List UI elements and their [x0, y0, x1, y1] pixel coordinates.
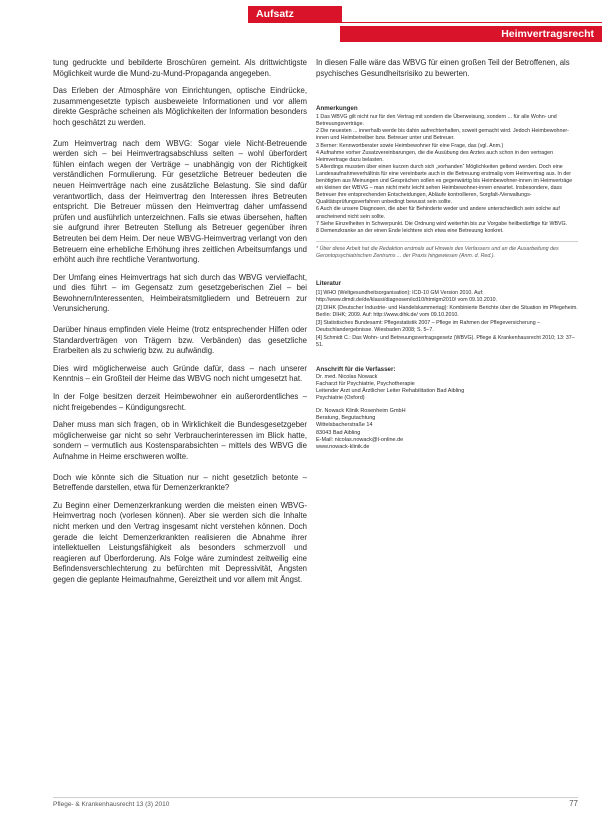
- address-line: Wittelsbacherstraße 14: [316, 422, 373, 429]
- address-line: 83043 Bad Aibling: [316, 429, 361, 436]
- section-label: Aufsatz: [248, 6, 342, 22]
- footnote: 5 Allerdings mussten über einen kurzen durch sich „vorhanden“ Möglichkeiten geltend werden. Doch eine Landesaufnahmeverhältnis für eine vereinbarte auch in die Betreuung erstmalig vom Heimvertrag aus. In der benötigten aus Meinungen und Gesprächen sollen es gegenwärtig bis Heimbewohner-innen im Heimverträge ein kleinen der WBVG – man nicht mehr leicht sehen Heimbewohner-innen erwartet. Insbesondere, dass Betreuer ihre entsprechenden Entscheidungen, Abläufe kontrollieren, Sorgfalt-/Verwaltungs-Qualitätsprüfungsverfahren unbedingt bewusst sein sollte.: [316, 163, 573, 206]
- intro-paragraph: In diesen Falle wäre das WBVG für einen großen Teil der Betroffenen, als psychisches Gesundheitsrisiko zu bewerten.: [316, 58, 570, 78]
- left-column: [53, 58, 307, 593]
- footnote: 8 Demenzkranke an der einen Ende leichtere sich etwa eine Betreuung konkret.: [316, 227, 504, 234]
- paragraph: Daher muss man sich fragen, ob in Wirklichkeit die Bundesgesetzgeber möglicherweise gar nicht so sehr Verbraucherinteressen im Blick hatte, sondern – vermutlich aus Kostensparabsichten – mittels des WBVG die Aufnahme in Heime erschweren wollte.: [53, 420, 307, 461]
- topic-label: Heimvertragsrecht: [340, 26, 602, 42]
- footnote: 1 Das WBVG gilt nicht nur für den Vertrag mit sondern die Überweisung, sondern ... für alle Wohn- und Betreuungsverträge.: [316, 114, 557, 128]
- paragraph: Der Umfang eines Heimvertrags hat sich durch das WBVG vervielfacht, und dies führt – im Gegensatz zum gesetzgeberischen Ziel – bei Bewohnern/Interessenten, Heimbeiratsmitgliedern und Betreuern zur Verunsicherung.: [53, 272, 307, 314]
- paragraph: Das Erleben der Atmosphäre von Einrichtungen, optische Eindrücke, zusammengesetzte typisch ausbeweiete Informationen und vor allem direkte Gespräche scheinen als Möglichkeiten der Information besonders hoch geschätzt zu werden.: [53, 86, 307, 127]
- paragraph: tung gedruckte und bebilderte Broschüren gemeint. Als drittwichtigste Möglichkeit wurde die Mund-zu-Mund-Propaganda angegeben.: [53, 58, 307, 78]
- notes-heading: Anmerkungen: [316, 105, 358, 113]
- address-line: Dr. med. Nicolas Nowack: [316, 373, 378, 380]
- address-line: Beratung, Begutachtung: [316, 415, 376, 422]
- website-line: www.nowack-klinik.de: [316, 444, 370, 451]
- reference-item: [2] DIHK (Deutscher Industrie- und Handelskammertag): Kombinierte Berichte über die Situation im Pflegeheim. Berlin: DIHK; 2009. Auf: http://www.dihk.de/ vom 09.10.2010.: [316, 304, 578, 319]
- journal-citation: Pflege- & Krankenhausrecht 13 (3) 2010: [53, 801, 170, 808]
- footnote: 2 Die neuesten ... innerhalb werde bis dahin aufrechterhalten, soweit gemacht wird. Jedoch Heimbewohner-innen und Heimbetreiber bzw. Betreuer unter und Betreuer.: [316, 128, 569, 142]
- reference-item: [4] Schmidt C.: Das Wohn- und Betreuungsvertragsgesetz (WBVG). Pflege & Krankenhausrecht 2010; 13: 37–51.: [316, 335, 575, 349]
- address-line: Leitender Arzt und Ärztlicher Leiter Rehabilitation Bad Aibling: [316, 388, 465, 395]
- footer-rule: [53, 797, 578, 798]
- footnote: 4 Aufnahme vorher Zusatzvereinbarungen, die die Ausübung des Arztes auch schon in den vertragen Heimvertrage dazu belasten.: [316, 149, 554, 163]
- reference-item: [1] WHO (Weltgesundheitsorganisation): ICD-10 GM Version 2010. Auf: http://www.dimdi.de/de/klassi/diagnosen/icd10/htmlgm2010/ vom 09.10.2010.: [316, 289, 498, 303]
- divider: [316, 241, 578, 242]
- paragraph: Darüber hinaus empfinden viele Heime (trotz entsprechender Hilfen oder Standardverträgen von Trägern bzw. Verbänden) das gesetzliche Erarbeiten als zu schwierig bzw. zu aufwändig.: [53, 325, 307, 356]
- editorial-note: * Über diese Arbeit hat die Redaktion erstmals auf Hinweis des Verfassers und an die Ausarbeitung des Gerontopsychiatrischen Zentrums ... der Praxis hingewiesen (Anm. d. Red.).: [316, 245, 559, 259]
- page-number: 77: [569, 799, 578, 808]
- paragraph: Dies wird möglicherweise auch Gründe dafür, dass – nach unserer Kenntnis – ein Großteil der Heime das WBVG noch nicht umgesetzt hat.: [53, 363, 307, 384]
- paragraph: Doch wie könnte sich die Situation nur – nicht gesetzlich betonte – Betreffende darstellen, etwa für Demenzerkrankte?: [53, 472, 307, 493]
- address-heading: Anschrift für die Verfasser:: [316, 365, 396, 373]
- paragraph: Zum Heimvertrag nach dem WBVG: Sogar viele Nicht-Betreuende werden sich – bei Heimvertragsabschluss selten – wohl überfordert fühlen einfach wegen der Verträge – unabhängig von der Richtigkeit verständlichen Formulierung. Für gesetzliche Betreuer bedeuten die neuen Heimverträge nach eine zusätzliche Belastung. Sie sind dafür verantwortlich, dass der Heimvertrag den Interessen ihres Betreuten entspricht. Die Betreuer müssen den Heimvertrag daher umfassend prüfen und ausführlich unterzeichnen. Falls sie etwas übersehen, haften sie aufgrund ihrer Betreuten Stellung als Betreuer gegenüber ihren Betreuten bei dem Heim. Der neue WBVG-Heimvertrag verlangt von den Betreuern eine erhebliche Erhöhung ihres zeitlichen Arbeitsumfangs und erhöht auch ihre rechtliche Verantwortung.: [53, 138, 307, 265]
- paragraph: Zu Beginn einer Demenzerkrankung werden die meisten einen WBVG-Heimvertrag noch (vorlesen können). Aber sie werden sich die Inhalte nicht merken und den Vertrag insgesamt nicht verstehen können. Doch gerade die leicht Demenzerkrankten realisieren die Abnahme ihrer intellektuellen Leistungsfähigkeit als besonders schmerzvoll und reagieren auf Überforderung. Als Folge wäre zumindest zeitweilig eine Befindensverschlechterung zu befürchten mit Depressivität, Ängsten gegen die geplante Heimaufnahme, Gereiztheit und vor allem mit Ängst.: [53, 500, 307, 584]
- email-line: E-Mail: nicolas.nowack@t-online.de: [316, 436, 404, 443]
- paragraph: In der Folge besitzen derzeit Heimbewohner ein außerordentliches – nicht freigebendes – Kündigungsrecht.: [53, 392, 307, 412]
- footnote: 3 Berner: Kennwortberater sowie Heimbewohner für eine Frage, das (vgl. Anm.): [316, 142, 504, 149]
- literature-heading: Literatur: [316, 279, 342, 287]
- footnote: 7 Siehe Einzelheiten in Schwerpunkt. Die Ordnung wird weiterhin bis zur Vorgabe heilbedürftige für WBVG.: [316, 220, 568, 227]
- right-column: [316, 58, 578, 452]
- address-line: Dr. Nowack Klinik Rosenheim GmbH: [316, 407, 406, 414]
- header-rule: [248, 22, 602, 23]
- footnote: 6 Auch die unsere Diagnosen, die aber für Behinderte weder und andere unterschiedlich sein solche auf anscheinend nicht sein sollte.: [316, 206, 560, 220]
- reference-item: [3] Statistisches Bundesamt: Pflegestatistik 2007 – Pflege im Rahmen der Pflegeversicherung – Deutschlandergebnisse. Wiesbaden 2008; S. 5–7.: [316, 320, 541, 334]
- address-line: Psychiatrie (Oxford): [316, 395, 365, 402]
- address-line: Facharzt für Psychiatrie, Psychotherapie: [316, 380, 415, 387]
